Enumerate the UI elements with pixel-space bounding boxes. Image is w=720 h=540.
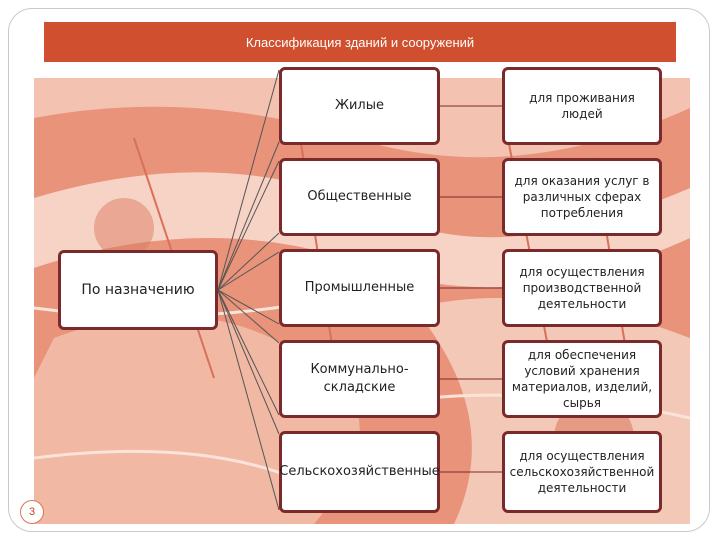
category-box-agricultural: Сельскохозяйственные (279, 431, 440, 513)
root-connector (218, 290, 279, 343)
root-connector (218, 290, 279, 415)
category-box-industrial: Промышленные (279, 249, 440, 327)
root-connector (218, 290, 279, 510)
description-box-agricultural: для осуществления сельскохозяйственной деятельности (502, 431, 662, 513)
root-connector (218, 290, 279, 434)
root-connector (218, 233, 279, 290)
category-box-public: Общественные (279, 158, 440, 236)
page-number: 3 (20, 500, 44, 524)
category-box-residential: Жилые (279, 67, 440, 145)
description-box-industrial: для осуществления производственной деятельности (502, 249, 662, 327)
category-box-warehouse: Коммунально-складские (279, 340, 440, 418)
root-connector (218, 142, 279, 290)
root-connector (218, 290, 279, 324)
description-box-residential: для проживания людей (502, 67, 662, 145)
slide-title: Классификация зданий и сооружений (44, 22, 676, 62)
description-box-public: для оказания услуг в различных сферах потребления (502, 158, 662, 236)
root-box: По назначению (58, 250, 218, 330)
description-box-warehouse: для обеспечения условий хранения материалов, изделий, сырья (502, 340, 662, 418)
